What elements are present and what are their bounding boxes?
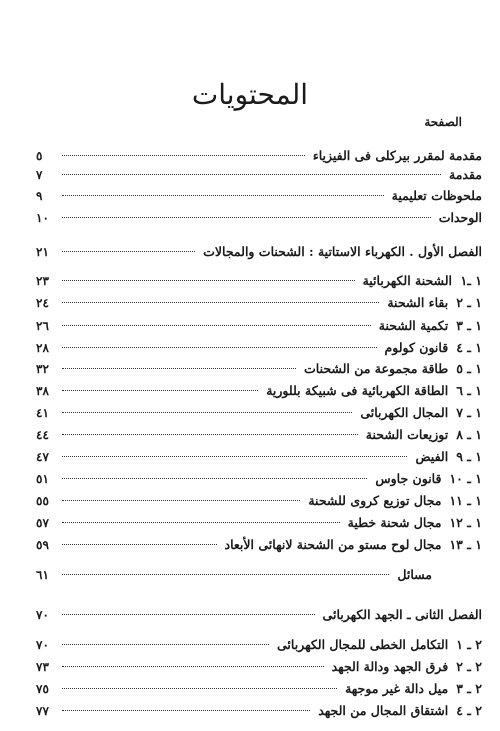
toc-entry[interactable] bbox=[36, 165, 482, 185]
section-label: المجال الكهربائى bbox=[360, 405, 449, 420]
section-number: ١ ـ ٦ bbox=[456, 383, 482, 398]
section-entry[interactable] bbox=[36, 491, 482, 511]
section-number: ١ ـ ٩ bbox=[456, 449, 482, 464]
section-page: ٥٥ bbox=[36, 494, 49, 508]
section-entry[interactable] bbox=[36, 271, 482, 291]
section-number: ٢ ـ ٢ bbox=[456, 659, 482, 674]
section-entry[interactable] bbox=[36, 338, 482, 358]
section-number: ١ ـ١ bbox=[460, 273, 482, 288]
section-number: ٢ ـ ٤ bbox=[456, 703, 482, 718]
section-label: ميل دالة غير موجهة bbox=[345, 681, 449, 696]
section-number: ١ ـ ١٣ bbox=[449, 537, 482, 552]
page-title: المحتويات bbox=[191, 78, 309, 111]
section-label: فرق الجهد ودالة الجهد bbox=[331, 659, 449, 674]
leader-dots bbox=[62, 456, 407, 457]
leader-dots bbox=[62, 478, 367, 479]
section-label: الفيض bbox=[415, 449, 449, 464]
section-page: ٥٩ bbox=[36, 538, 49, 552]
section-label: مجال شحنة خطية bbox=[347, 515, 442, 530]
leader-dots bbox=[62, 174, 441, 175]
entry-page: ٧ bbox=[36, 168, 43, 182]
section-number: ١ ـ ١٠ bbox=[449, 471, 482, 486]
entry-label: مقدمة bbox=[449, 167, 482, 182]
leader-dots bbox=[62, 688, 337, 689]
section-page: ٤٧ bbox=[36, 450, 49, 464]
section-entry[interactable] bbox=[36, 316, 482, 336]
section-number: ٢ ـ ٣ bbox=[456, 681, 482, 696]
section-page: ٢٦ bbox=[36, 319, 49, 333]
section-entry[interactable] bbox=[36, 513, 482, 533]
section-entry[interactable] bbox=[36, 293, 482, 313]
leader-dots bbox=[62, 644, 269, 645]
leader-dots bbox=[62, 251, 195, 252]
section-page: ٤٤ bbox=[36, 428, 49, 442]
section-entry[interactable] bbox=[36, 535, 482, 555]
section-page: ٣٨ bbox=[36, 384, 49, 398]
chapter-heading[interactable] bbox=[36, 605, 482, 625]
leader-dots bbox=[62, 280, 355, 281]
leader-dots bbox=[62, 500, 300, 501]
leader-dots bbox=[62, 522, 340, 523]
leader-dots bbox=[62, 574, 389, 575]
problems-label: مسائل bbox=[397, 567, 432, 582]
section-number: ١ ـ ١١ bbox=[449, 493, 482, 508]
leader-dots bbox=[62, 217, 431, 218]
leader-dots bbox=[62, 544, 217, 545]
section-page: ٥٧ bbox=[36, 516, 49, 530]
leader-dots bbox=[62, 434, 358, 435]
section-entry[interactable] bbox=[36, 381, 482, 401]
section-page: ٢٤ bbox=[36, 296, 49, 310]
section-page: ٣٢ bbox=[36, 362, 49, 376]
leader-dots bbox=[62, 195, 384, 196]
toc-entry[interactable] bbox=[36, 186, 482, 206]
section-page: ٢٣ bbox=[36, 274, 49, 288]
leader-dots bbox=[62, 614, 315, 615]
leader-dots bbox=[62, 412, 352, 413]
section-label: قانون جاوس bbox=[375, 471, 442, 486]
section-entry[interactable] bbox=[36, 425, 482, 445]
section-label: الشحنة الكهربائية bbox=[362, 273, 452, 288]
page-column-label: الصفحة bbox=[424, 115, 462, 129]
section-page: ٢٨ bbox=[36, 341, 49, 355]
section-page: ٧٧ bbox=[36, 704, 49, 718]
section-number: ١ ـ ٧ bbox=[456, 405, 482, 420]
section-number: ١ ـ ٣ bbox=[456, 318, 482, 333]
entry-page: ٥ bbox=[36, 149, 43, 163]
leader-dots bbox=[62, 666, 324, 667]
section-label: اشتقاق المجال من الجهد bbox=[318, 703, 449, 718]
section-label: بقاء الشحنة bbox=[387, 295, 449, 310]
toc-entry[interactable] bbox=[36, 146, 482, 166]
section-page: ٧٥ bbox=[36, 682, 49, 696]
chapter-title: الفصل الأول . الكهرباء الاستاتية : الشحنات والمجالات bbox=[203, 244, 482, 259]
leader-dots bbox=[62, 347, 377, 348]
section-number: ١ ـ ١٢ bbox=[449, 515, 482, 530]
leader-dots bbox=[62, 155, 305, 156]
leader-dots bbox=[62, 325, 371, 326]
section-page: ٧٠ bbox=[36, 638, 49, 652]
section-number: ١ ـ ٤ bbox=[456, 340, 482, 355]
section-label: مجال لوح مستو من الشحنة لانهائى الأبعاد bbox=[224, 537, 442, 552]
section-page: ٤١ bbox=[36, 406, 49, 420]
problems-entry[interactable] bbox=[36, 565, 482, 585]
section-number: ١ ـ ٨ bbox=[456, 427, 482, 442]
section-number: ١ ـ ٢ bbox=[456, 295, 482, 310]
section-label: مجال توزيع كروى للشحنة bbox=[308, 493, 442, 508]
leader-dots bbox=[62, 390, 258, 391]
section-entry[interactable] bbox=[36, 657, 482, 677]
entry-page: ٩ bbox=[36, 189, 43, 203]
chapter-heading[interactable] bbox=[36, 242, 482, 262]
leader-dots bbox=[62, 302, 379, 303]
section-entry[interactable] bbox=[36, 679, 482, 699]
section-label: توزيعات الشحنة bbox=[365, 427, 449, 442]
chapter-title: الفصل الثانى ـ الجهد الكهربائى bbox=[322, 607, 482, 622]
section-label: طاقة مجموعة من الشحنات bbox=[304, 361, 449, 376]
chapter-page: ٧٠ bbox=[36, 608, 49, 622]
section-number: ١ ـ ٥ bbox=[456, 361, 482, 376]
leader-dots bbox=[62, 710, 310, 711]
section-page: ٧٣ bbox=[36, 660, 49, 674]
section-entry[interactable] bbox=[36, 447, 482, 467]
section-entry[interactable] bbox=[36, 403, 482, 423]
section-label: قانون كولوم bbox=[384, 340, 449, 355]
section-entry[interactable] bbox=[36, 469, 482, 489]
section-entry[interactable] bbox=[36, 701, 482, 721]
entry-label: الوحدات bbox=[438, 210, 482, 225]
entry-label: مقدمة لمقرر بيركلى فى الفيزياء bbox=[312, 148, 482, 163]
section-label: تكمية الشحنة bbox=[378, 318, 449, 333]
leader-dots bbox=[62, 368, 296, 369]
section-entry[interactable] bbox=[36, 635, 482, 655]
entry-label: ملحوظات تعليمية bbox=[391, 188, 482, 203]
section-number: ٢ ـ ١ bbox=[456, 637, 482, 652]
section-page: ٥١ bbox=[36, 472, 49, 486]
toc-entry[interactable] bbox=[36, 208, 482, 228]
section-label: الطاقة الكهربائية فى شبيكة بللورية bbox=[266, 383, 449, 398]
section-entry[interactable] bbox=[36, 359, 482, 379]
section-label: التكامل الخطى للمجال الكهربائى bbox=[277, 637, 449, 652]
problems-page: ٦١ bbox=[36, 568, 49, 582]
chapter-page: ٢١ bbox=[36, 245, 49, 259]
entry-page: ١٠ bbox=[36, 211, 49, 225]
